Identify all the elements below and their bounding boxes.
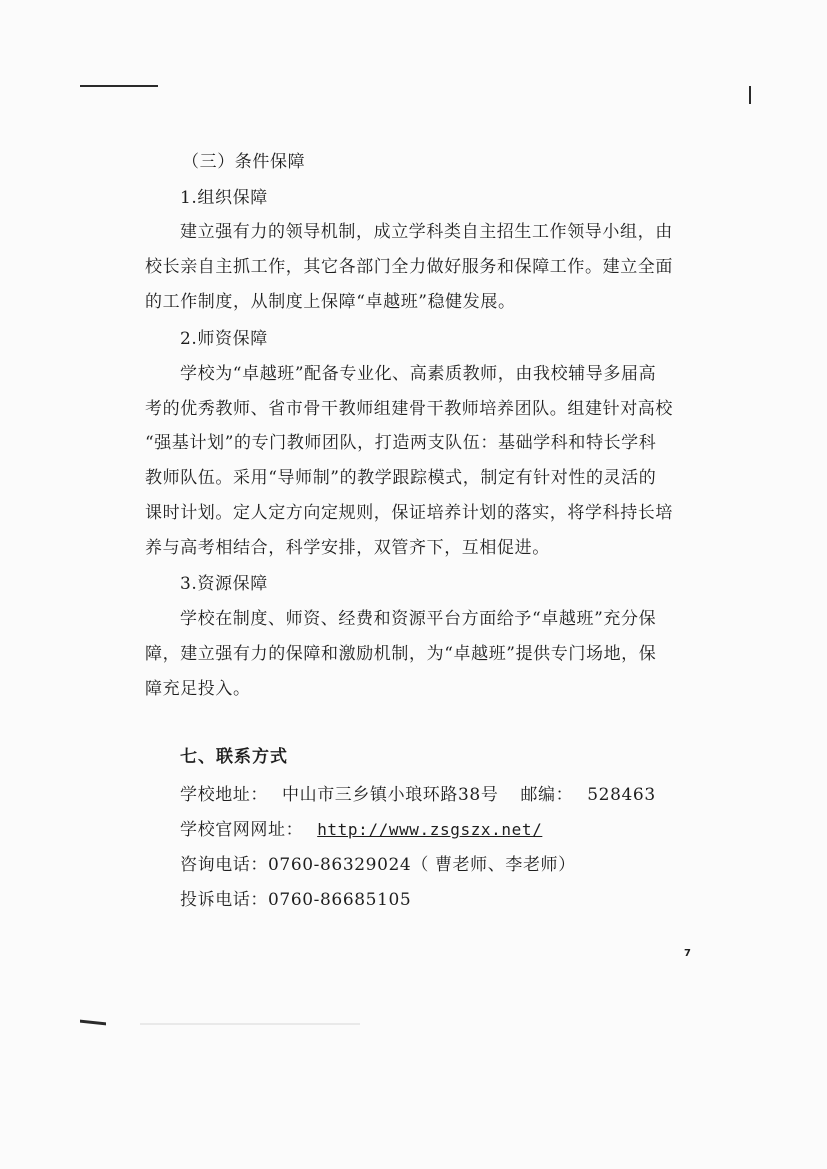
paragraph-line: 教师队伍。采用“导师制”的教学跟踪模式，制定有针对性的灵活的 [145, 468, 657, 488]
scan-mark-bottom-faint [140, 1023, 360, 1025]
subsection-heading: 2.师资保障 [180, 329, 268, 349]
paragraph-line: 的工作制度，从制度上保障“卓越班”稳健发展。 [145, 292, 516, 312]
scan-mark-bottom-left [80, 1020, 106, 1026]
postcode-value: 528463 [587, 785, 656, 805]
page-number: 7 [684, 948, 691, 959]
paragraph-line: 考的优秀教师、省市骨干教师组建骨干教师培养团队。组建针对高校 [145, 399, 673, 419]
complaint-phone-value: 0760-86685105 [268, 890, 412, 910]
scan-mark-top-right [749, 86, 751, 104]
scan-mark-top-left [80, 85, 158, 87]
contact-heading: 七、联系方式 [180, 747, 288, 767]
paragraph-line: 障，建立强有力的保障和激励机制，为“卓越班”提供专门场地，保 [145, 644, 657, 664]
section-title: （三）条件保障 [182, 152, 306, 172]
paragraph-line: 学校为“卓越班”配备专业化、高素质教师，由我校辅导多届高 [180, 364, 657, 384]
inquiry-phone-row [180, 855, 576, 877]
inquiry-phone-label: 咨询电话： [180, 855, 268, 875]
subsection-heading: 1.组织保障 [180, 188, 268, 208]
address-row [180, 785, 656, 807]
subsection-heading: 3.资源保障 [180, 574, 268, 594]
paragraph-line: 建立强有力的领导机制，成立学科类自主招生工作领导小组，由 [180, 222, 673, 242]
paragraph-line: 养与高考相结合，科学安排，双管齐下，互相促进。 [145, 538, 550, 558]
paragraph-line: 障充足投入。 [145, 679, 251, 699]
inquiry-phone-value: 0760-86329024（ 曹老师、李老师） [268, 855, 576, 875]
postcode-label: 邮编： [520, 785, 574, 805]
address-label: 学校地址： [180, 785, 268, 805]
paragraph-line: “强基计划”的专门教师团队，打造两支队伍：基础学科和特长学科 [145, 433, 657, 453]
website-link[interactable]: http://www.zsgszx.net/ [317, 820, 543, 839]
complaint-phone-label: 投诉电话： [180, 890, 268, 910]
paragraph-line: 课时计划。定人定方向定规则，保证培养计划的落实，将学科持长培 [145, 503, 673, 523]
website-label: 学校官网网址： [180, 820, 304, 840]
paragraph-line: 学校在制度、师资、经费和资源平台方面给予“卓越班”充分保 [180, 609, 657, 629]
complaint-phone-row [180, 890, 411, 912]
address-value: 中山市三乡镇小琅环路38号 [282, 785, 499, 805]
paragraph-line: 校长亲自主抓工作，其它各部门全力做好服务和保障工作。建立全面 [145, 257, 673, 277]
website-row [180, 820, 542, 842]
